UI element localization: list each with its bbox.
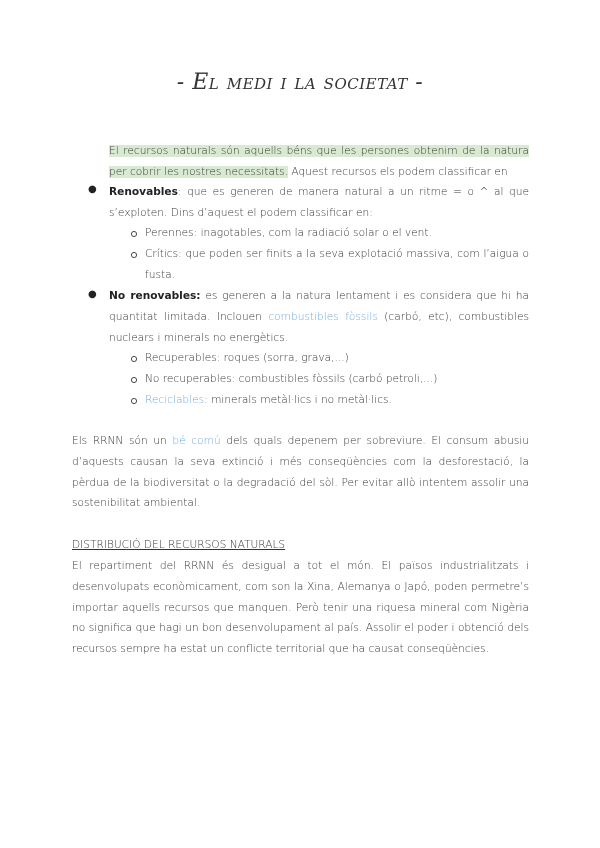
- no-renovables-sub-reciclables: [145, 390, 529, 411]
- sub-bullet-critics: [131, 252, 137, 258]
- link-be-comu[interactable]: bé comú: [172, 435, 221, 447]
- paragraph2-after: dels quals depenem per sobreviure. El consum abusiu d’aquests causan la seva extinció i més conseqüències com la desforestació, la pèrdua de la biodiversitat o la degradació del sòl. Per evitar allò intentem assolir una sostenibilitat ambiental.: [72, 435, 529, 510]
- no-renovables-text-before: es generen a la natura lentament i es considera que hi ha quantitat limitada. Inclouen: [109, 290, 529, 323]
- no-renovables-sub-no-recuperables: No recuperables: combustibles fòssils (carbó petroli,...): [145, 373, 438, 385]
- sub-bullet-reciclables: [131, 398, 137, 404]
- intro-rest: Aquest recursos els podem classificar en: [288, 165, 508, 178]
- no-renovables-label: No renovables:: [109, 290, 201, 302]
- renovables-text: : que es generen de manera natural a un ritme = o ^ al que s’exploten. Dins d’aquest el podem classificar en:: [109, 186, 529, 219]
- bullet-renovables: ●: [88, 184, 97, 195]
- intro-highlight: El recursos naturals són aquells béns que les persones obtenim de la natura per cobrir les nostres necessitats.: [109, 145, 529, 178]
- sub-bullet-recuperables: [131, 356, 137, 362]
- intro-paragraph: [109, 141, 529, 183]
- sub-bullet-no-recuperables: [131, 377, 137, 383]
- section-heading: DISTRIBUCIÓ DEL RECURSOS NATURALS: [72, 539, 286, 551]
- section-paragraph: El repartiment del RRNN és desigual a tot el món. El països industrialitzats i desenvolupats econòmicament, com son la Xina, Alemanya o Japó, poden permetre’s importar aquells recursos que manquen. Però tenir una riquesa mineral com Nigèria no significa que hagi un bon desenvolupament al país. Assolir el poder i obtenció dels recursos sempre ha estat un conflicte territorial que ha causat conseqüències.: [72, 560, 529, 656]
- renovables-paragraph: [109, 182, 529, 224]
- no-renovables-paragraph: [109, 286, 529, 348]
- no-renovables-sub-recuperables: Recuperables: roques (sorra, grava,...): [145, 352, 349, 364]
- no-renovables-text-after: (carbó, etc), combustibles nuclears i minerals no energètics.: [109, 310, 529, 344]
- page-title: - El medi i la societat -: [176, 70, 424, 95]
- link-combustibles-fossils[interactable]: combustibles fòssils: [268, 310, 378, 323]
- bullet-no-renovables: ●: [88, 289, 97, 300]
- sub-bullet-perennes: [131, 231, 137, 237]
- paragraph2-before: Els RRNN són un: [72, 435, 173, 447]
- reciclables-rest: : minerals metàl·lics i no metàl·lics.: [204, 394, 392, 406]
- paragraph-be-comu: [72, 431, 529, 514]
- renovables-sub-critics: Crítics: que poden ser finits a la seva explotació massiva, com l’aigua o fusta.: [145, 248, 529, 281]
- renovables-sub-perennes: Perennes: inagotables, com la radiació solar o el vent.: [145, 227, 432, 239]
- link-reciclables[interactable]: Reciclables: [145, 394, 205, 406]
- renovables-label: Renovables: [109, 186, 178, 198]
